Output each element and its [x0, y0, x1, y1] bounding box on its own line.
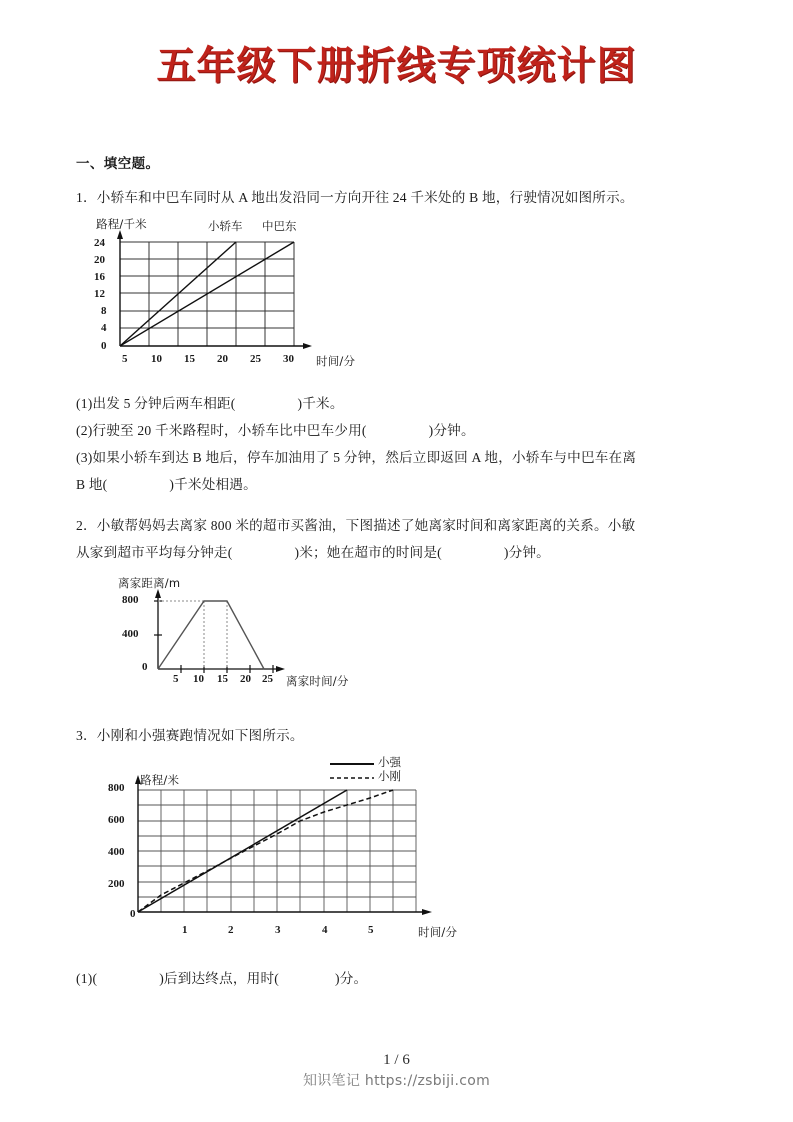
question-3-stem: 3．小刚和小强赛跑情况如下图所示。: [76, 728, 304, 743]
chart-3-legend-marks: [330, 764, 374, 778]
footer-watermark: 知识笔记 https://zsbiji.com: [302, 1073, 491, 1089]
question-1-sub-1-post: )千米。: [297, 396, 344, 411]
question-1-sub-1: [76, 391, 738, 416]
chart-3-xtick-3: 3: [275, 924, 281, 936]
chart-3-axes: [135, 775, 432, 915]
question-3-sub-1-mid: )后到达终点，用时(: [159, 971, 279, 986]
chart-1-xtick-10: 10: [151, 353, 162, 365]
question-1-sub-2: [76, 418, 738, 443]
chart-3-ytick-400: 400: [108, 846, 125, 858]
question-2-pre: 从家到超市平均每分钟走(: [76, 545, 233, 560]
question-1-sub-3: [76, 445, 738, 470]
chart-3-x-axis-title: 时间/分: [418, 925, 458, 939]
chart-1-y-axis-title: 路程/千米: [96, 217, 147, 231]
chart-2-y-axis-title: 离家距离/m: [118, 576, 181, 590]
chart-1-ytick-12: 12: [94, 288, 105, 300]
question-3-sub-1-post: )分。: [335, 971, 368, 986]
chart-1-ytick-24: 24: [94, 237, 105, 249]
chart-3-gridlines: [138, 790, 416, 912]
chart-3-y-axis-title: 路程/米: [140, 773, 180, 787]
question-1-sub-1-pre: (1)出发 5 分钟后两车相距(: [76, 396, 236, 411]
chart-2-xtick-25: 25: [262, 673, 273, 685]
section-heading: 一、填空题。: [76, 156, 160, 172]
chart-2-xtick-10: 10: [193, 673, 204, 685]
chart-1-ytick-0: 0: [101, 340, 107, 352]
chart-1-ytick-16: 16: [94, 271, 105, 283]
chart-2-xtick-20: 20: [240, 673, 251, 685]
question-1-sub-2-post: )分钟。: [428, 423, 475, 438]
question-3-sub-1-pre: (1)(: [76, 971, 98, 986]
chart-2: [116, 577, 738, 705]
chart-3-ytick-600: 600: [108, 814, 125, 826]
chart-3-xtick-2: 2: [228, 924, 234, 936]
chart-2-plot: [116, 577, 356, 687]
chart-3-legend-xiaogang: 小刚: [378, 769, 401, 783]
chart-2-series-distance: [158, 601, 264, 669]
question-1-stem: 1．小轿车和中巴车同时从 A 地出发沿同一方向开往 24 千米处的 B 地，行驶情况如图所示。: [76, 190, 634, 205]
question-2-mid: )米；她在超市的时间是(: [294, 545, 442, 560]
chart-1-ytick-20: 20: [94, 254, 105, 266]
chart-3-xtick-5: 5: [368, 924, 374, 936]
chart-1-legend-xiaojiaoche: 小轿车: [208, 219, 243, 233]
chart-1-xtick-20: 20: [217, 353, 228, 365]
question-2-stem-line2: [76, 540, 738, 565]
question-1-sub-3-cont-post: )千米处相遇。: [169, 477, 257, 492]
question-3-sub-1: [76, 966, 738, 991]
chart-3-ytick-800: 800: [108, 782, 125, 794]
chart-1-ytick-8: 8: [101, 305, 107, 317]
question-1-sub-3-pre: (3)如果小轿车到达 B 地后，停车加油用了 5 分钟，然后立即返回 A 地，小轿车与中巴车在离: [76, 450, 637, 465]
chart-1-xtick-15: 15: [184, 353, 195, 365]
chart-1-xtick-5: 5: [122, 353, 128, 365]
page-number: 1 / 6: [383, 1052, 410, 1068]
chart-1-x-axis-title: 时间/分: [316, 354, 356, 368]
chart-3-xtick-4: 4: [322, 924, 328, 936]
question-2-stem-line1: 2．小敏帮妈妈去离家 800 米的超市买酱油，下图描述了她离家时间和离家距离的关系。小敏: [76, 518, 636, 533]
chart-1-xtick-25: 25: [250, 353, 261, 365]
page-title: 五年级下册折线专项统计图: [156, 44, 637, 89]
chart-2-xtick-15: 15: [217, 673, 228, 685]
chart-1-legend-zhongba: 中巴东: [262, 219, 297, 233]
chart-1: [90, 217, 738, 385]
document-content: [76, 152, 738, 993]
chart-2-guide-lines: [204, 601, 227, 669]
question-2-post: )分钟。: [503, 545, 550, 560]
chart-2-x-axis-title: 离家时间/分: [286, 674, 349, 688]
question-1-sub-3-cont-pre: B 地(: [76, 477, 108, 492]
chart-2-ytick-800: 800: [122, 594, 139, 606]
chart-3-legend-xiaoqiang: 小强: [378, 755, 401, 769]
chart-3: [102, 755, 738, 958]
chart-1-plot: [90, 220, 350, 370]
chart-2-ytick-0: 0: [142, 661, 148, 673]
question-1-sub-3-cont: [76, 472, 738, 497]
question-1-sub-2-pre: (2)行驶至 20 千米路程时，小轿车比中巴车少用(: [76, 423, 367, 438]
chart-2-xtick-5: 5: [173, 673, 179, 685]
chart-2-ytick-400: 400: [122, 628, 139, 640]
chart-1-xtick-30: 30: [283, 353, 294, 365]
chart-1-ytick-4: 4: [101, 322, 107, 334]
chart-3-xtick-1: 1: [182, 924, 188, 936]
chart-3-ytick-0: 0: [130, 908, 136, 920]
chart-3-ytick-200: 200: [108, 878, 125, 890]
